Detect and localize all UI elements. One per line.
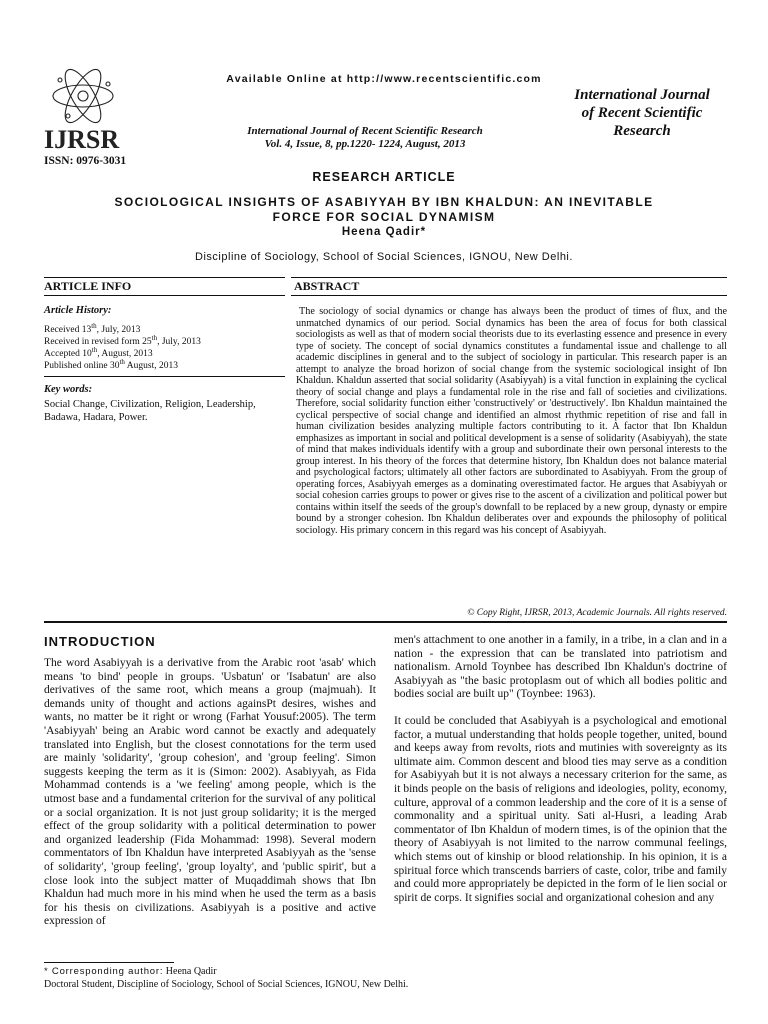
abstract-text: The sociology of social dynamics or change has always been the product of times of flux, and the unmatched dynamics of our period. Social dynamics has been the area of focus for both classical sociologists as well as that of modern social theorists due to its everlasting essence and presence in every type of society. The concept of social dynamics constitutes a fundamental issue and challenge to all academic disciplines in general and to the subject of sociology in particular. This research paper is an attempt to analyze the broad horizon of social change from the systemic sociological insight of Ibn Khaldun. Khaldun asserted that social solidarity (Asabiyyah) is a vital function in explaining the cyclical theory of social change and plays a fundamental role in the rise and fall of societies and civilizations. Therefore, social solidarity function either 'constructively' or 'destructively'. Ibn Khaldun maintained the cyclical perspective of social change and identified an almost rhythmic repetition of rise and fall in human civilization besides analyzing multiple factors contributing to it. A factor that Ibn Khaldun emphasizes as important in social and political development is a sense of solidarity (Asabiyyah), the state of mind that makes individuals identify with a group and subordinate their own personal interests to the group interest. In his theory of the forces that determine history, Ibn Khaldun does not balance material and psychological factors; ultimately all other factors are subordinated to Asabiyyah. From the group of operating forces, Asabiyyah emerges as a dominating overestimated factor. He argues that Asabiyyah or social cohesion carries groups to power or gives rise to the ascent of a civilization and political power but contains within itself the seeds of the group's downfall to be replaced by a new group, dynasty or empire bound by a stronger cohesion. Ibn Khaldun deliberates over and expounds the philosophy of political sociology. His primary concern in this regard was his concept of Asabiyyah. [296, 306, 727, 536]
footnote-line2: Doctoral Student, Discipline of Sociology, School of Social Sciences, IGNOU, New Delhi. [44, 979, 409, 990]
journal-box-line: Research [613, 123, 671, 139]
article-title-line2: FORCE FOR SOCIAL DYNAMISM [272, 210, 496, 224]
history-item: Published online 30th August, 2013 [44, 358, 178, 372]
journal-box [556, 86, 728, 140]
article-type: RESEARCH ARTICLE [312, 170, 456, 184]
history-item: Received 13th, July, 2013 [44, 322, 141, 336]
article-info-heading: ARTICLE INFO [44, 279, 132, 293]
paragraph: men's attachment to one another in a family, in a tribe, in a clan and in a nation - the expression that can be translated into patriotism and nationalism. Arnold Toynbee has described Ibn Khaldun's doctrine of Asabiyyah as "the basic protoplasm out of which all bodies politic and bodies social are built up" (Toynbee: 1963). [394, 634, 727, 701]
available-online: Available Online at http://www.recentscientific.com [226, 73, 542, 85]
abstract-body [296, 306, 727, 536]
footnote-label: * Corresponding author: [44, 966, 164, 977]
paragraph: It could be concluded that Asabiyyah is a psychological and emotional factor, a mutual understanding that holds people together, united, bound and keeps away from revolts, riots and mutinies with sovereignty as its ultimate aim. Common descent and blood ties may serve as a condition for Asabiyyah but it is not always a necessary criterion for the same, as it binds people on the basis of religions and ideologies, polity, economy, culture, approval of a common leadership and the core of it is a sense of commonality and a spiritual unity. Sati al-Husri, a leading Arab commentator of Ibn Khaldun of modern times, is of the opinion that the theory of Asabiyyah is not limited to the narrow communal feelings, which stems out of kinship or blood relationship. In his opinion, it is a spiritual force which transcends barriers of caste, color, tribe and family and could more appropriately be depicted in the form of le lien social or spirit de corps. It signifies social and organizational cohesion and any [394, 714, 727, 904]
journal-line: International Journal of Recent Scientific Research [247, 125, 483, 137]
history-heading: Article History: [44, 305, 112, 316]
journal-box-line: of Recent Scientific [581, 105, 703, 121]
divider [44, 376, 285, 377]
history-item: Received in revised form 25th, July, 2013 [44, 334, 201, 348]
divider [291, 277, 727, 278]
footnote-name: Heena Qadir [165, 966, 217, 977]
affiliation: Discipline of Sociology, School of Social Sciences, IGNOU, New Delhi. [195, 251, 573, 263]
divider [291, 295, 727, 296]
paragraph: The word Asabiyyah is a derivative from the Arabic root 'asab' which means 'to bind' people in groups. 'Usbatun' or 'Isabatun' are also derivatives of the same root, which means a group (majmuah). It demands unity of thought and actions againsPt desires, wishes and wants, no matter be it right or wrong (Farhat Yousuf:2005). The term 'Asabiyyah' being an Arabic word cannot be exactly and adequately translated into English, but the closest connotations for the term used are mainly 'solidarity', 'group cohesion', and 'group feeling'. Simon suggests keeping the term as it is (Simon: 2002). Asabiyyah, as Fida Mohammad contends is a 'we feeling' among people, which is the utmost base and a fundamental criterion for the survival of any political or a social organization. It is not just group solidarity; it is the merged effect of the group solidarity with a political determination to power and organized leadership (Fida Mohammad: 1998). Several modern commentators of Ibn Khaldun have interpreted Asabiyyah as the 'sense of solidarity', 'group feeling', 'group loyalty', and 'public spirit', but a close look into the subject matter of Muqaddimah shows that Ibn Khaldun had much more in his mind when he used the term as a basis for his thesis on civilizations. Asabiyyah is a positive and active expression of [44, 657, 376, 928]
article-title-line1: SOCIOLOGICAL INSIGHTS OF ASABIYYAH BY IBN KHALDUN: AN INEVITABLE [114, 195, 654, 209]
keywords: Social Change, Civilization, Religion, Leadership, Badawa, Hadara, Power. [44, 399, 256, 423]
right-column [394, 634, 727, 905]
logo-text: IJRSR [44, 125, 120, 154]
history-item: Accepted 10th, August, 2013 [44, 346, 153, 360]
footnote-line1 [44, 966, 217, 977]
copyright: © Copy Right, IJRSR, 2013, Academic Journals. All rights reserved. [467, 608, 727, 618]
author: Heena Qadir* [341, 226, 427, 238]
journal-box-line: International Journal [574, 87, 710, 103]
left-column [44, 657, 376, 929]
footnote-divider [44, 962, 174, 963]
abstract-heading: ABSTRACT [294, 279, 360, 293]
divider [44, 621, 727, 623]
keywords-heading: Key words: [44, 384, 93, 395]
divider [44, 277, 285, 278]
volume-line: Vol. 4, Issue, 8, pp.1220- 1224, August, 2013 [264, 138, 466, 150]
divider [44, 295, 285, 296]
introduction-heading: INTRODUCTION [44, 634, 156, 649]
issn: ISSN: 0976-3031 [44, 155, 127, 167]
